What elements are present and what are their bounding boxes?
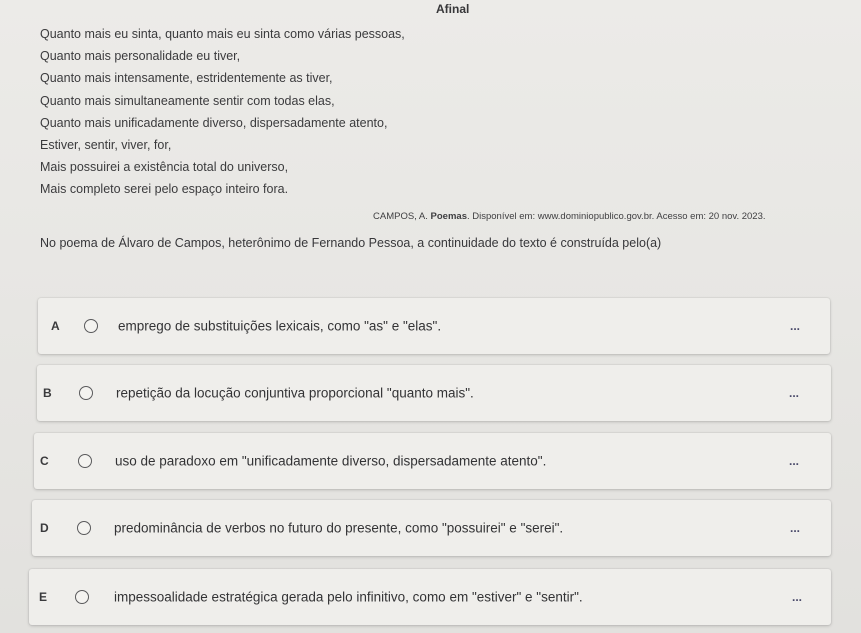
poem-line: Estiver, sentir, viver, for, <box>40 137 172 152</box>
poem-line: Quanto mais unificadamente diverso, dispersadamente atento, <box>40 115 388 130</box>
poem-line: Mais possuirei a existência total do universo, <box>40 160 289 175</box>
poem-line: Quanto mais simultaneamente sentir com todas elas, <box>40 93 335 108</box>
more-options-icon[interactable]: ... <box>790 319 801 333</box>
option-text: predominância de verbos no futuro do presente, como "possuirei" e "serei". <box>114 520 564 536</box>
more-options-icon[interactable]: ... <box>789 454 800 468</box>
radio-button[interactable] <box>75 590 89 604</box>
poem-line: Quanto mais intensamente, estridentemente as tiver, <box>40 71 333 86</box>
radio-button[interactable] <box>77 521 91 535</box>
citation-work: Poemas <box>430 211 467 222</box>
radio-button[interactable] <box>78 454 92 468</box>
more-options-icon[interactable]: ... <box>792 590 803 604</box>
citation-source: . Disponível em: www.dominiopublico.gov.br. Acesso em: 20 nov. 2023. <box>466 211 766 222</box>
option-letter: B <box>43 386 52 400</box>
option-text: repetição da locução conjuntiva proporcional "quanto mais". <box>116 385 474 401</box>
answer-option-b[interactable] <box>37 365 831 421</box>
option-text: emprego de substituições lexicais, como "as" e "elas". <box>118 318 442 334</box>
radio-button[interactable] <box>84 319 98 333</box>
radio-button[interactable] <box>79 386 93 400</box>
question-stem: No poema de Álvaro de Campos, heterônimo de Fernando Pessoa, a continuidade do texto é construída pelo(a) <box>40 236 662 250</box>
more-options-icon[interactable]: ... <box>790 521 801 535</box>
answer-option-e[interactable] <box>29 569 831 625</box>
option-text: impessoalidade estratégica gerada pelo infinitivo, como em "estiver" e "sentir". <box>114 589 583 605</box>
poem-line: Quanto mais personalidade eu tiver, <box>40 49 241 64</box>
answer-option-c[interactable] <box>34 433 831 489</box>
answer-option-d[interactable] <box>32 500 831 556</box>
poem-text <box>40 23 840 201</box>
citation-author: CAMPOS, A. <box>373 211 431 222</box>
option-letter: A <box>51 319 60 333</box>
more-options-icon[interactable]: ... <box>789 386 800 400</box>
source-citation <box>373 211 766 222</box>
option-text: uso de paradoxo em "unificadamente diverso, dispersadamente atento". <box>115 453 547 469</box>
poem-line: Quanto mais eu sinta, quanto mais eu sinta como várias pessoas, <box>40 27 405 41</box>
poem-line: Mais completo serei pelo espaço inteiro fora. <box>40 182 289 197</box>
answer-option-a[interactable] <box>38 298 830 354</box>
option-letter: E <box>39 590 48 604</box>
poem-title: Afinal <box>436 2 470 16</box>
option-letter: C <box>40 454 49 468</box>
option-letter: D <box>40 521 49 535</box>
